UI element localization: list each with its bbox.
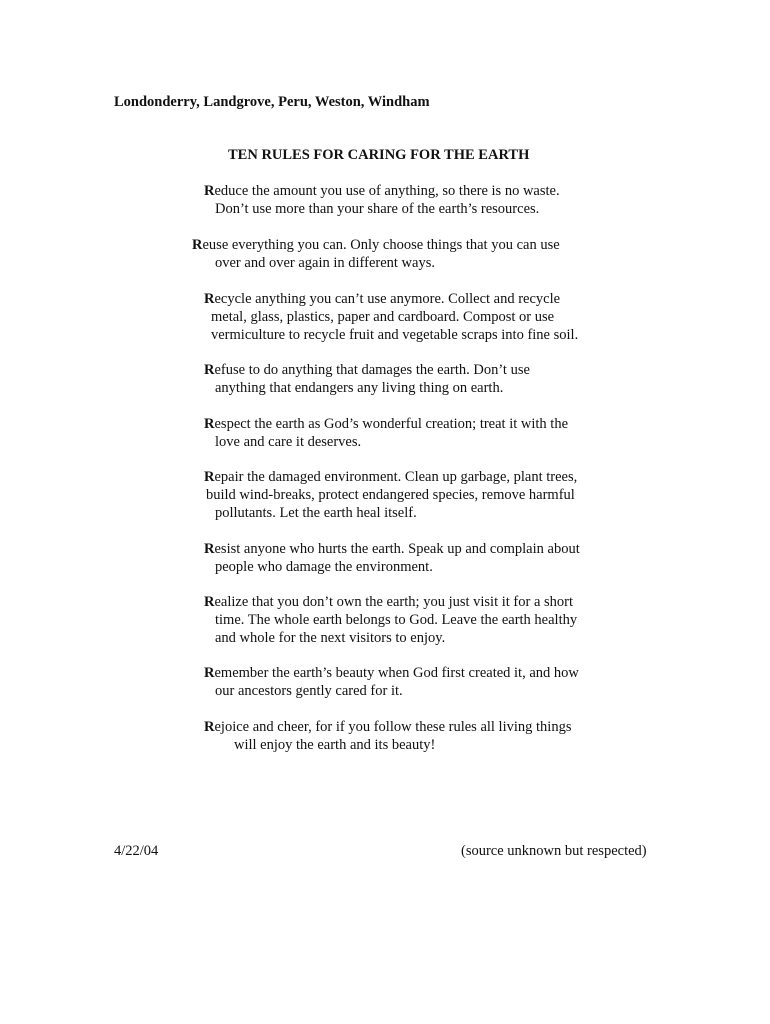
rule-initial: R xyxy=(204,183,215,199)
rule-item xyxy=(204,593,577,647)
rule-line: time. The whole earth belongs to God. Leave the earth healthy xyxy=(215,612,578,628)
rule-line: and whole for the next visitors to enjoy. xyxy=(215,630,446,646)
rule-line: Reuse everything you can. Only choose things that you can use xyxy=(192,237,560,253)
rule-initial: R xyxy=(204,291,215,307)
rule-initial: R xyxy=(204,719,215,735)
rule-line: our ancestors gently cared for it. xyxy=(215,683,403,699)
rule-line: Respect the earth as God’s wonderful creation; treat it with the xyxy=(204,416,568,432)
rule-line: will enjoy the earth and its beauty! xyxy=(234,737,436,753)
rule-line: metal, glass, plastics, paper and cardboard. Compost or use xyxy=(211,309,555,325)
rule-line: pollutants. Let the earth heal itself. xyxy=(215,505,417,521)
rule-item xyxy=(204,540,580,576)
rule-initial: R xyxy=(204,594,215,610)
rule-item xyxy=(192,236,560,272)
rule-initial: R xyxy=(204,416,215,432)
rule-initial: R xyxy=(192,237,203,253)
rule-line: love and care it deserves. xyxy=(215,434,362,450)
rule-line: vermiculture to recycle fruit and vegetable scraps into fine soil. xyxy=(211,327,579,343)
rule-initial: R xyxy=(204,469,215,485)
rule-line: anything that endangers any living thing on earth. xyxy=(215,380,504,396)
rule-item xyxy=(204,361,530,397)
rule-line: Recycle anything you can’t use anymore. Collect and recycle xyxy=(204,291,561,307)
rule-line: Repair the damaged environment. Clean up garbage, plant trees, xyxy=(204,469,578,485)
rule-line: Rejoice and cheer, for if you follow these rules all living things xyxy=(204,719,572,735)
rule-item xyxy=(204,290,578,344)
rule-line: Resist anyone who hurts the earth. Speak up and complain about xyxy=(204,541,580,557)
rule-line: over and over again in different ways. xyxy=(215,255,435,271)
rule-line: Refuse to do anything that damages the earth. Don’t use xyxy=(204,362,530,378)
rule-line: Reduce the amount you use of anything, so there is no waste. xyxy=(204,183,560,199)
footer-date: 4/22/04 xyxy=(114,843,159,859)
rule-item xyxy=(204,415,568,451)
rule-line: Remember the earth’s beauty when God first created it, and how xyxy=(204,665,579,681)
rule-line: people who damage the environment. xyxy=(215,559,433,575)
rule-line: build wind-breaks, protect endangered species, remove harmful xyxy=(206,487,575,503)
rule-initial: R xyxy=(204,665,215,681)
rule-item xyxy=(204,664,579,700)
page-title: TEN RULES FOR CARING FOR THE EARTH xyxy=(228,147,530,163)
rule-initial: R xyxy=(204,541,215,557)
rule-line: Realize that you don’t own the earth; you just visit it for a short xyxy=(204,594,574,610)
rule-item xyxy=(204,468,577,522)
towns-heading: Londonderry, Landgrove, Peru, Weston, Windham xyxy=(114,94,430,110)
rule-item xyxy=(204,718,571,754)
footer-source: (source unknown but respected) xyxy=(461,843,647,859)
rule-initial: R xyxy=(204,362,215,378)
rule-item xyxy=(204,182,560,218)
rule-line: Don’t use more than your share of the earth’s resources. xyxy=(215,201,540,217)
